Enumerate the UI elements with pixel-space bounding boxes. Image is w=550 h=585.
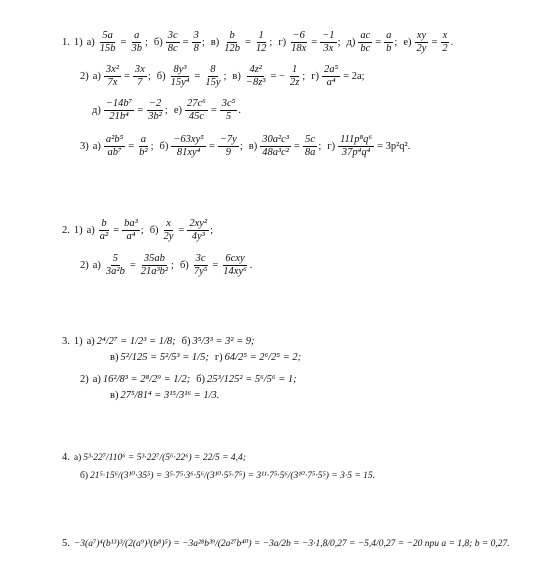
problem-1-row-3 [92,98,247,123]
problem-1-row-2 [80,64,373,89]
denominator: 14xy⁶ [223,266,247,277]
problem-number: 2. [62,225,70,236]
item-label: е) [403,37,412,48]
fraction [358,30,372,55]
problem-3-row-1b [110,352,307,363]
problem-number: 4. [62,452,70,463]
fraction [171,134,206,159]
numerator: 3c [167,30,178,41]
denominator: 4y³ [191,231,205,242]
fraction [384,30,393,55]
fraction [220,98,238,123]
fraction [221,253,248,278]
equals-sign: = − [270,71,285,82]
punctuation: ; [171,260,174,271]
expression-item [93,253,174,278]
fraction [104,64,121,89]
subproblem-label: 1) [73,225,83,236]
subproblem-label: 3) [80,141,89,152]
denominator: 5 [225,111,232,122]
item-label: б) [149,225,159,236]
item-label: г) [311,71,320,82]
numerator: x [166,218,171,229]
numerator: 1 [291,64,298,75]
fraction [203,64,222,89]
fraction [98,30,118,55]
item-label: д) [92,105,101,116]
numerator: xy [416,30,427,41]
subproblem-label: 2) [80,260,89,271]
denominator: ab⁷ [107,147,122,158]
fraction [104,134,125,159]
punctuation: . [450,37,454,48]
expression-item [150,218,213,243]
equals-sign: = [244,37,251,48]
numerator: 2xy² [189,218,208,229]
denominator: 45c [188,111,204,122]
denominator: b² [139,147,148,158]
problem-number: 1. [62,37,70,48]
equals-sign: = [375,37,382,48]
fraction [169,64,192,89]
fraction [185,98,208,123]
problem-number: 5. [62,538,70,549]
denominator: 2y [163,231,174,242]
punctuation: ; [269,37,273,48]
expression-item [249,134,322,159]
denominator: 8 [193,43,199,54]
denominator: 12 [255,43,267,54]
numerator: 5a [102,30,113,41]
denominator: 21a³b² [140,266,169,277]
item-label: в) [232,71,241,82]
punctuation: ; [150,141,154,152]
punctuation: ; [239,141,243,152]
denominator: 8a [304,147,316,158]
equals-sign: = [178,225,185,236]
expression-item [157,64,227,89]
problem-3-row-2 [80,374,303,385]
item-label: д) [346,37,356,48]
expression-text: −3(a⁷)⁴(b¹³)³/(2(a⁹)³(b⁸)⁵) = −3a²⁸b³⁹/(2a²⁷b⁴⁰) = −3a/2b = −3·1,8/0,27 = −5,4/0,27 = −20 при a = 1,8; b = 0,27. [73,539,510,549]
expression-item [92,98,168,123]
expression-item [327,134,412,159]
denominator: 2z [289,77,300,88]
expression-item: б) 25³/125² = 5⁶/5⁶ = 1; [196,374,297,385]
equals-sign: = [129,260,136,271]
fraction [192,253,210,278]
item-label: а) [92,71,101,82]
item-label: в) [248,141,258,152]
punctuation: ; [144,37,148,48]
expression-item [159,134,242,159]
fraction [146,98,164,123]
fraction [192,30,201,55]
expression-item [180,253,252,278]
equals-sign: = [210,105,217,116]
numerator: 6cxy [225,253,245,264]
denominator: 8c [167,43,178,54]
numerator: a [386,30,392,41]
denominator: 3x [323,43,334,54]
expression-item [211,30,273,55]
equals-sign: = [123,71,130,82]
denominator: 2 [442,43,448,54]
expression-item [154,30,205,55]
denominator: 48a³c² [262,147,289,158]
equals-sign: = [113,225,120,236]
numerator: −7y [219,134,237,145]
equals-sign: = [182,37,189,48]
numerator: −14b⁷ [105,98,133,109]
denominator: 7y⁵ [193,266,208,277]
expression-item [403,30,453,55]
expression-group [87,218,219,243]
numerator: 3c⁵ [221,98,236,109]
problem-5-row [62,538,510,549]
denominator: a⁴ [126,231,136,242]
expression-item [232,64,305,89]
punctuation: ; [318,141,322,152]
fraction [129,30,144,55]
numerator: 3x² [105,64,119,75]
item-label: б) [156,71,166,82]
numerator: 5 [112,253,118,264]
equals-sign: = [431,37,438,48]
problem-2-row-2 [80,253,258,278]
equals-sign: = [212,260,219,271]
numerator: 3c [195,253,206,264]
fraction [303,134,318,159]
expression-item: б) 21⁵·15⁶/(3¹⁰·35⁵) = 3⁵·7⁵·3⁶·5⁶/(3¹⁰·5⁵·7⁵) = 3¹¹·7⁵·5⁶/(3¹⁰·7⁵·5⁵) = 3·5 = 15. [80,470,376,481]
expression-group [93,253,259,278]
denominator: 3b² [148,111,162,122]
fraction [322,64,340,89]
equals-sign: = [194,71,201,82]
expression-item [93,134,154,159]
fraction [122,218,140,243]
problem-1-row-1 [62,30,459,55]
numerator: −6 [292,30,305,41]
denominator: 3b [131,43,142,54]
fraction [104,253,127,278]
numerator: 3x [134,64,145,75]
numerator: −63xy⁵ [173,134,204,145]
fraction [415,30,429,55]
numerator: 35ab [143,253,165,264]
item-label: а) [92,141,101,152]
fraction [98,218,110,243]
fraction [104,98,135,123]
numerator: 2a⁵ [324,64,339,75]
fraction [288,64,301,89]
punctuation: ; [223,71,227,82]
item-label: е) [173,105,183,116]
equals-sign: = [120,37,127,48]
numerator: b [229,30,235,41]
equals-sign: = 2a; [343,71,365,82]
denominator: 15b [99,43,116,54]
expression-item: а) 2⁴/2⁷ = 1/2³ = 1/8; [86,336,176,347]
expression-item [87,30,148,55]
item-label: г) [278,37,287,48]
item-label: а) [86,225,95,236]
numerator: x [442,30,448,41]
denominator: 21b⁴ [109,111,129,122]
expression-group [87,30,460,55]
numerator: 8 [210,64,216,75]
expression-item [278,30,340,55]
expression-item: б) 3⁵/3³ = 3² = 9; [181,336,255,347]
numerator: 8y³ [173,64,187,75]
numerator: 111p⁸q⁶ [340,134,373,145]
expression-item [87,218,144,243]
denominator: 7 [137,77,143,88]
numerator: ba³ [124,218,138,229]
numerator: b [101,218,107,229]
expression-item: а) 16²/8³ = 2⁸/2⁹ = 1/2; [92,374,191,385]
expression-item [174,98,241,123]
numerator: 30a²c³ [262,134,289,145]
item-label: в) [210,37,220,48]
punctuation: ; [201,37,205,48]
fraction [260,134,291,159]
fraction [137,134,149,159]
problem-3-row-2b [110,390,225,401]
punctuation: . [238,105,241,116]
denominator: a² [99,231,109,242]
fraction [254,30,269,55]
subproblem-label: 1) [73,37,83,48]
item-label: б) [179,260,189,271]
numerator: 27c⁶ [187,98,206,109]
equals-sign: = [293,141,300,152]
subproblem-label: 2) [80,71,89,82]
subproblem-label: 1) [73,336,83,347]
fraction [289,30,308,55]
item-label: б) [159,141,169,152]
fraction [187,218,209,243]
denominator: 12b [224,43,240,54]
denominator: −8z³ [245,77,266,88]
denominator: 9 [225,147,231,158]
equals-sign: = [137,105,144,116]
numerator: a [140,134,146,145]
numerator: 3 [193,30,199,41]
denominator: 18x [291,43,307,54]
punctuation: ; [302,71,306,82]
item-label: г) [327,141,336,152]
fraction [218,134,239,159]
fraction [222,30,242,55]
item-label: б) [153,37,163,48]
numerator: −1 [322,30,335,41]
fraction [320,30,336,55]
fraction [244,64,268,89]
problem-1-row-4 [80,134,418,159]
numerator: 1 [258,30,264,41]
expression-group [93,64,373,89]
fraction [338,134,374,159]
expression-item [93,64,151,89]
denominator: 2y [416,43,427,54]
problem-4-row-2 [80,470,381,481]
denominator: 81xy⁴ [176,147,201,158]
numerator: 4z² [249,64,262,75]
denominator: b [386,43,392,54]
punctuation: ; [140,225,144,236]
punctuation: . [249,260,253,271]
denominator: 3a²b [105,266,125,277]
expression-item [311,64,366,89]
denominator: 15y [205,77,221,88]
equals-sign: = 3p²q². [377,141,411,152]
denominator: bc [360,43,371,54]
numerator: ac [360,30,371,41]
equals-sign: = [128,141,135,152]
denominator: a⁴ [326,77,336,88]
numerator: 5c [305,134,316,145]
fraction [139,253,170,278]
expression-item: а) 5³·22⁷/110⁶ = 5³·22⁷/(5⁶·22⁶) = 22/5 = 4,4; [73,452,246,463]
denominator: 7x [107,77,118,88]
numerator: −2 [148,98,162,109]
equals-sign: = [311,37,318,48]
fraction [162,218,176,243]
punctuation: ; [164,105,168,116]
problem-2-row-1 [62,218,219,243]
problem-3-row-1 [62,336,261,347]
expression-group [92,98,247,123]
numerator: a²b⁵ [105,134,124,145]
fraction [133,64,147,89]
expression-item: в) 5²/125 = 5²/5³ = 1/5; [110,352,209,363]
denominator: 37p⁴q⁴ [341,147,371,158]
expression-item: в) 27⁵/81⁴ = 3¹⁵/3¹⁶ = 1/3. [110,390,220,401]
fraction [440,30,449,55]
item-label: а) [86,37,95,48]
numerator: a [134,30,140,41]
expression-item [346,30,397,55]
item-label: а) [92,260,101,271]
expression-item: г) 64/2⁵ = 2⁶/2⁵ = 2; [214,352,302,363]
punctuation: ; [337,37,341,48]
subproblem-label: 2) [80,374,89,385]
expression-group [93,134,419,159]
equals-sign: = [208,141,215,152]
punctuation: ; [394,37,398,48]
denominator: 15y⁴ [170,77,190,88]
punctuation: ; [147,71,151,82]
problem-number: 3. [62,336,70,347]
problem-4-row-1 [62,452,252,463]
punctuation: ; [210,225,214,236]
fraction [166,30,180,55]
